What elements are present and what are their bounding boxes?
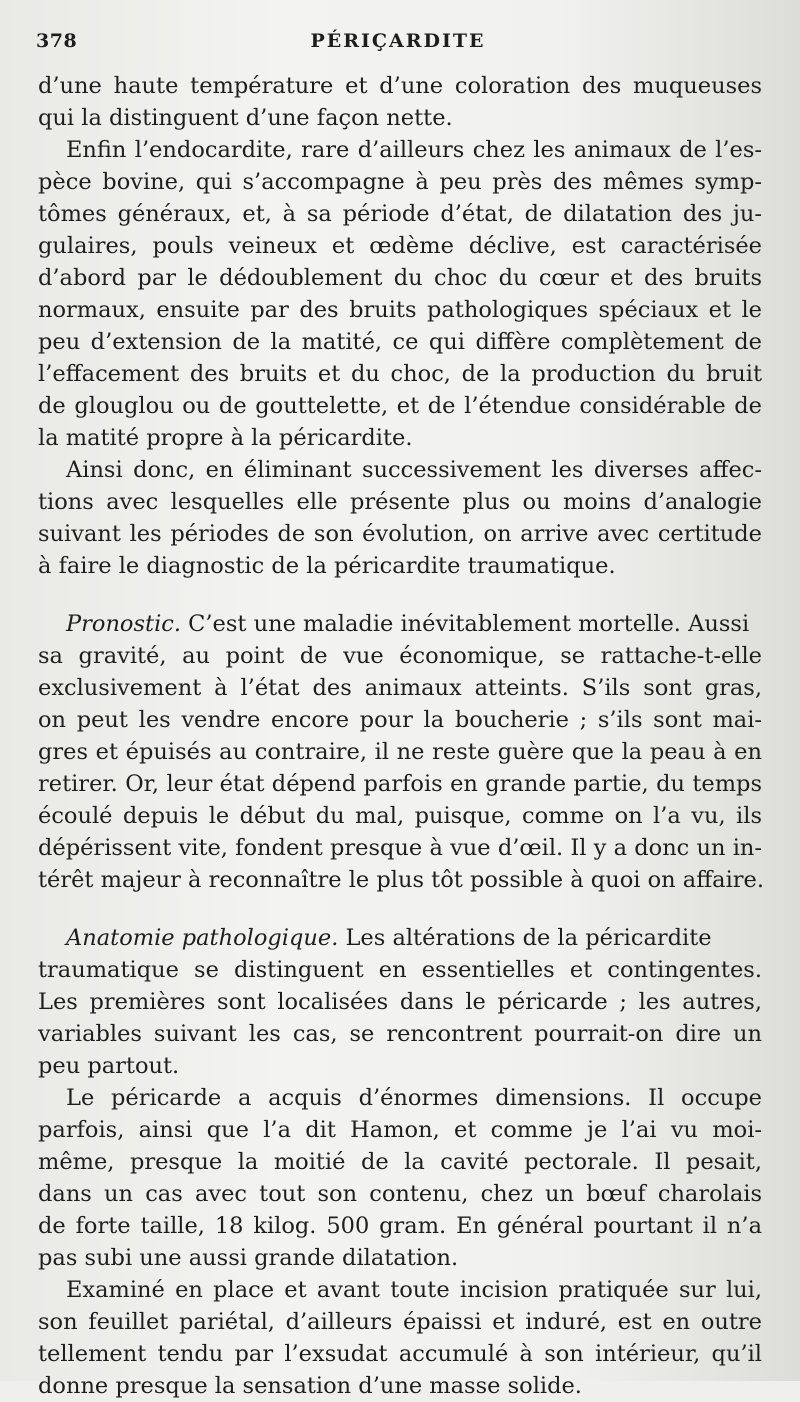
- text-line: peu partout.: [38, 1053, 180, 1079]
- text-line: tômes généraux, et, à sa période d’état, de dilatation des ju-: [38, 201, 762, 227]
- text-line: même, presque la moitié de la cavité pectorale. Il pesait,: [38, 1149, 762, 1175]
- text-line: normaux, ensuite par des bruits pathologiques spéciaux et le: [38, 297, 762, 323]
- text-line: d’abord par le dédoublement du choc du cœur et des bruits: [38, 265, 762, 291]
- text-line: l’effacement des bruits et du choc, de la production du bruit: [38, 361, 762, 387]
- text-line: de forte taille, 18 kilog. 500 gram. En général pourtant il n’a: [38, 1213, 762, 1239]
- text-line: tellement tendu par l’exsudat accumulé à son intérieur, qu’il: [38, 1341, 762, 1367]
- page-number: 378: [36, 30, 78, 52]
- text-line: Le péricarde a acquis d’énormes dimensions. Il occupe: [66, 1085, 762, 1111]
- text-line: à faire le diagnostic de la péricardite traumatique.: [38, 553, 616, 579]
- section-text: C’est une maladie inévitablement mortelle. Aussi: [181, 611, 750, 637]
- text-line: qui la distinguent d’une façon nette.: [38, 105, 453, 131]
- text-line: traumatique se distinguent en essentielles et contingentes.: [38, 957, 762, 983]
- text-line: Enfin l’endocardite, rare d’ailleurs chez les animaux de l’es-: [66, 137, 762, 163]
- text-line: térêt majeur à reconnaître le plus tôt possible à quoi on affaire.: [38, 867, 765, 893]
- text-line: tions avec lesquelles elle présente plus ou moins d’analogie: [38, 489, 762, 515]
- text-line: son feuillet pariétal, d’ailleurs épaissi et induré, est en outre: [38, 1309, 762, 1335]
- text-line: variables suivant les cas, se rencontrent pourrait-on dire un: [38, 1021, 762, 1047]
- text-line: gulaires, pouls veineux et œdème déclive, est caractérisée: [38, 233, 762, 259]
- text-line: sa gravité, au point de vue économique, se rattache-t-elle: [38, 643, 762, 669]
- section-heading-anatomie: Anatomie pathologique.: [66, 925, 339, 951]
- text-line: écoulé depuis le début du mal, puisque, comme on l’a vu, ils: [38, 803, 762, 829]
- text-line: dans un cas avec tout son contenu, chez un bœuf charolais: [38, 1181, 762, 1207]
- text-line: pèce bovine, qui s’accompagne à peu près des mêmes symp-: [38, 169, 762, 195]
- text-line: de glouglou ou de gouttelette, et de l’étendue considérable de: [38, 393, 762, 419]
- text-line: peu d’extension de la matité, ce qui diffère complètement de: [38, 329, 762, 355]
- text-line: gres et épuisés au contraire, il ne reste guère que la peau à en: [38, 739, 762, 765]
- text-line: la matité propre à la péricardite.: [38, 425, 413, 451]
- text-line: dépérissent vite, fondent presque à vue d’œil. Il y a donc un in-: [38, 835, 762, 861]
- section-pronostic-line: [66, 608, 762, 640]
- section-anatomie-line: [66, 922, 762, 954]
- page-header: [36, 30, 760, 60]
- text-line: suivant les périodes de son évolution, on arrive avec certitude: [38, 521, 762, 547]
- running-title: PÉRIÇARDITE: [310, 30, 486, 52]
- text-line: retirer. Or, leur état dépend parfois en grande partie, du temps: [38, 771, 762, 797]
- section-heading-pronostic: Pronostic.: [66, 611, 182, 637]
- text-line: d’une haute température et d’une coloration des muqueuses: [38, 73, 762, 99]
- text-line: donne presque la sensation d’une masse solide.: [38, 1373, 582, 1399]
- text-line: Ainsi donc, en éliminant successivement les diverses affec-: [66, 457, 762, 483]
- text-line: Les premières sont localisées dans le péricarde ; les autres,: [38, 989, 762, 1015]
- text-line: Examiné en place et avant toute incision pratiquée sur lui,: [66, 1277, 762, 1303]
- text-line: on peut les vendre encore pour la boucherie ; s’ils sont mai-: [38, 707, 762, 733]
- section-text: Les altérations de la péricardite: [338, 925, 712, 951]
- text-line: exclusivement à l’état des animaux atteints. S’ils sont gras,: [38, 675, 762, 701]
- text-line: pas subi une aussi grande dilatation.: [38, 1245, 459, 1271]
- text-line: parfois, ainsi que l’a dit Hamon, et comme je l’ai vu moi-: [38, 1117, 762, 1143]
